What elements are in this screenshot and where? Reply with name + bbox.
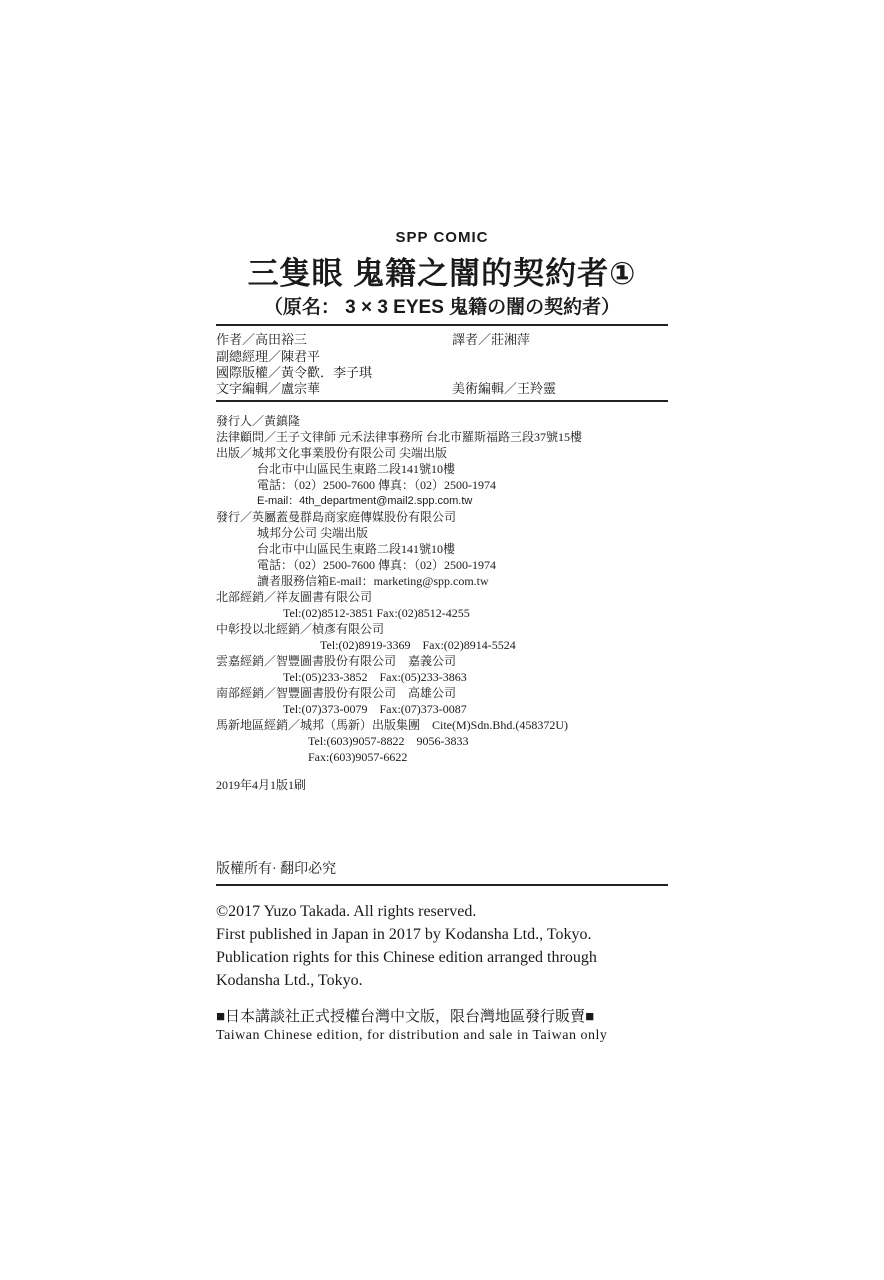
north-distributor: 北部經銷／祥友圖書有限公司 [216, 590, 373, 604]
imprint-phone: 電話：（02）2500-7600 傳真：（02）2500-1974 [257, 478, 496, 492]
south-distributor-contact: Tel:(07)373-0079 Fax:(07)373-0087 [283, 702, 467, 716]
imprint-line: 出版／城邦文化事業股份有限公司 尖端出版 [216, 446, 448, 460]
copyright-block [216, 900, 597, 992]
distribution-phone: 電話：（02）2500-7600 傳真：（02）2500-1974 [257, 558, 496, 572]
distribution-branch: 城邦分公司 尖端出版 [257, 526, 369, 540]
reader-service-email: 讀者服務信箱E-mail：marketing@spp.com.tw [257, 574, 489, 588]
chiayi-distributor-contact: Tel:(05)233-3852 Fax:(05)233-3863 [283, 670, 467, 684]
edition-date: 2019年4月1版1刷 [216, 778, 307, 792]
divider-top [216, 324, 668, 326]
south-distributor: 南部經銷／智豐圖書股份有限公司 高雄公司 [216, 686, 457, 700]
credit-deputy-gm: 副總經理／陳君平 [216, 349, 321, 364]
copyright-line: ©2017 Yuzo Takada. All rights reserved. [216, 903, 477, 920]
publication-rights-line: Publication rights for this Chinese edition arranged through [216, 949, 597, 966]
first-published-line: First published in Japan in 2017 by Kodansha Ltd., Tokyo. [216, 926, 592, 943]
imprint-email: E-mail：4th_department@mail2.spp.com.tw [257, 495, 473, 507]
legal-counsel-line: 法律顧問／王子文律師 元禾法律事務所 台北市羅斯福路三段37號15樓 [216, 430, 583, 444]
publisher-location-line: Kodansha Ltd., Tokyo. [216, 972, 363, 989]
authorization-notice-zh: ■日本講談社正式授權台灣中文版，限台灣地區發行販賣■ [216, 1009, 595, 1025]
central-distributor-contact: Tel:(02)8919-3369 Fax:(02)8914-5524 [320, 638, 516, 652]
authorization-notice-en: Taiwan Chinese edition, for distribution and sale in Taiwan only [216, 1028, 608, 1043]
divider-rights [216, 884, 668, 886]
divider-credits [216, 400, 668, 402]
distribution-address: 台北市中山區民生東路二段141號10樓 [257, 542, 456, 556]
malaysia-distributor-fax: Fax:(603)9057-6622 [308, 750, 408, 764]
credit-translator: 譯者／莊湘萍 [452, 332, 531, 347]
central-distributor: 中彰投以北經銷／楨彥有限公司 [216, 622, 385, 636]
rights-reserved: 版權所有· 翻印必究 [216, 862, 337, 877]
credit-author: 作者／高田裕三 [216, 332, 308, 347]
original-title: （原名： 3 × 3 EYES 鬼籍の闇の契約者） [263, 297, 621, 318]
book-title: 三隻眼 鬼籍之闇的契約者① [247, 256, 637, 291]
distribution-line: 發行／英屬蓋曼群島商家庭傳媒股份有限公司 [216, 510, 457, 524]
series-label: SPP COMIC [395, 229, 489, 246]
north-distributor-contact: Tel:(02)8512-3851 Fax:(02)8512-4255 [283, 606, 470, 620]
malaysia-distributor-tel: Tel:(603)9057-8822 9056-3833 [308, 734, 469, 748]
credit-text-editor: 文字編輯／盧宗華 [216, 381, 321, 396]
publisher-line: 發行人／黃鎮隆 [216, 414, 301, 428]
credit-intl-rights: 國際版權／黃令歡．李子琪 [216, 365, 373, 380]
imprint-address: 台北市中山區民生東路二段141號10樓 [257, 462, 456, 476]
chiayi-distributor: 雲嘉經銷／智豐圖書股份有限公司 嘉義公司 [216, 654, 457, 668]
malaysia-distributor: 馬新地區經銷／城邦（馬新）出版集團 Cite(M)Sdn.Bhd.(458372U) [216, 718, 568, 732]
credit-art-editor: 美術編輯／王羚靈 [452, 381, 557, 396]
